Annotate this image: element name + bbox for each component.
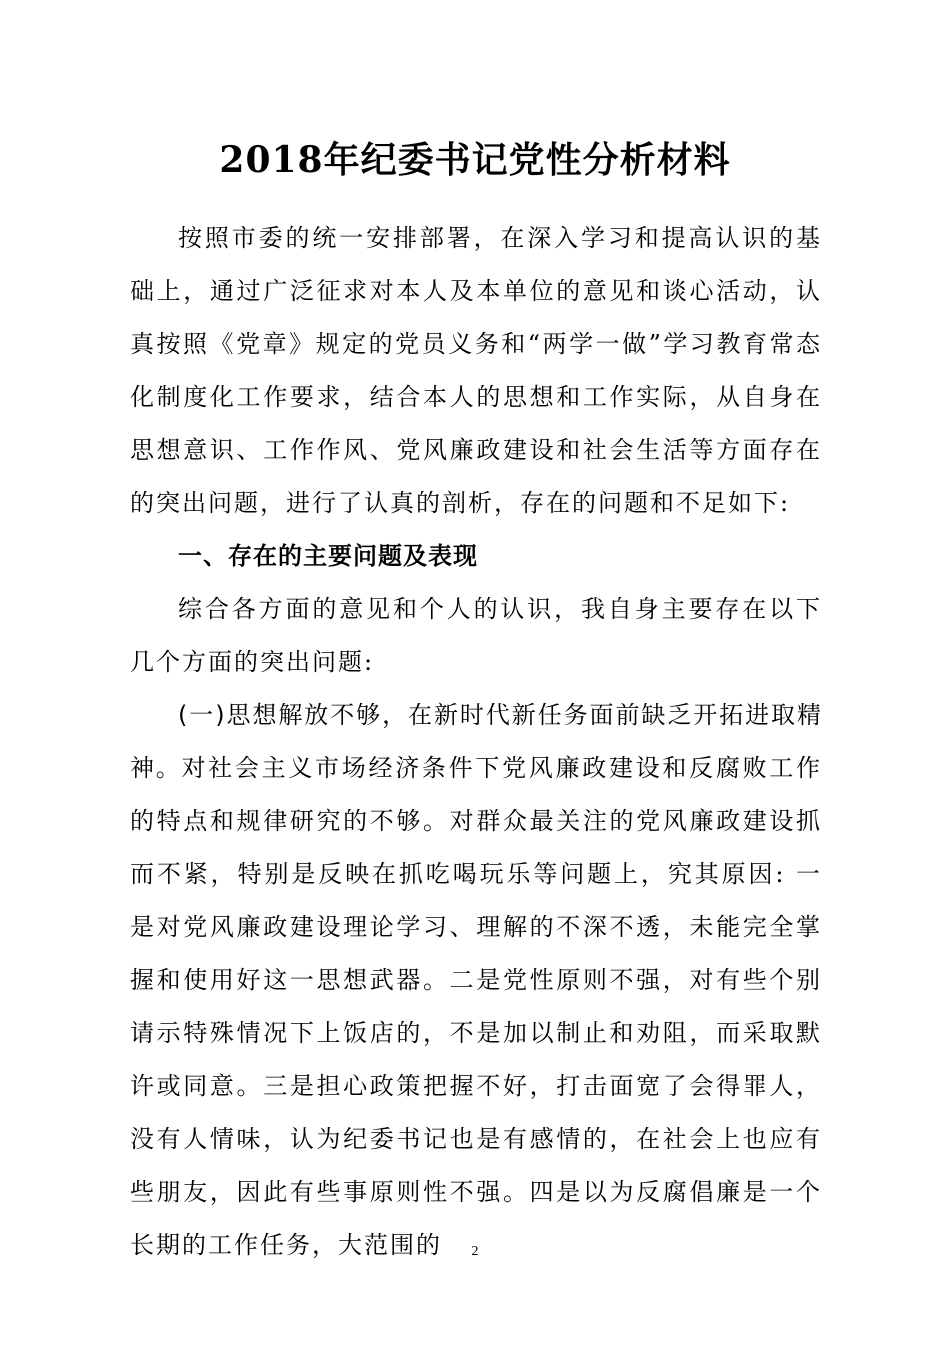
document-title: 2018年纪委书记党性分析材料	[219, 139, 731, 181]
problem-paragraph	[130, 689, 822, 1272]
problem-paragraph-body: 对社会主义市场经济条件下党风廉政建设和反腐败工作的特点和规律研究的不够。对群众最关注的党风廉政建设抓而不紧，特别是反映在抓吃喝玩乐等问题上，究其原因: 一是对党风廉政建设理论学习、理解的不深不透，未能完全掌握和使用好这一思想武器。二是党性原则不强，对有些个别请示特殊情况下上饭店的，不是加以制止和劝阻，而采取默许或同意。三是担心政策把握不好，打击面宽了会得罪人，没有人情味，认为纪委书记也是有感情的，在社会上也应有些朋友，因此有些事原则性不强。四是以为反腐倡廉是一个长期的工作任务，大范围的	[130, 754, 823, 1259]
intro-paragraph: 按照市委的统一安排部署，在深入学习和提高认识的基础上，通过广泛征求对本人及本单位的意见和谈心活动，认真按照《党章》规定的党员义务和“两学一做”学习教育常态化制度化工作要求，结合本人的思想和工作实际，从自身在思想意识、工作作风、党风廉政建设和社会生活等方面存在的突出问题，进行了认真的剖析，存在的问题和不足如下:	[130, 224, 822, 517]
document-body	[130, 212, 822, 1272]
subsection-heading: (一)思想解放不够，在新时代新任务面前缺乏开拓进取精神。	[130, 701, 822, 782]
summary-paragraph: 综合各方面的意见和个人的认识，我自身主要存在以下几个方面的突出问题:	[130, 595, 822, 676]
section-heading: 一、存在的主要问题及表现	[178, 542, 478, 570]
page-number: 2	[471, 1244, 479, 1259]
